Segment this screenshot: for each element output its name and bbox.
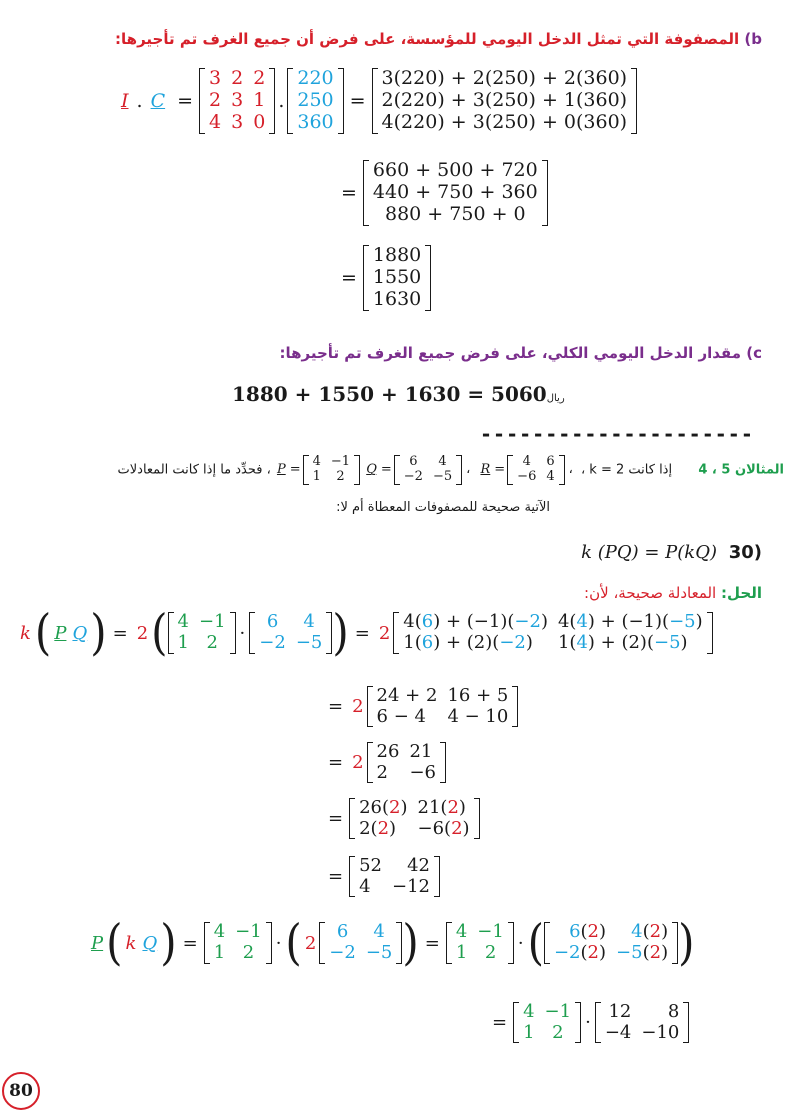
matrix-p: 4 −1 1 2	[513, 1002, 581, 1043]
product-step-3-equation: = 1880 1550 1630	[335, 245, 431, 311]
example-statement	[4, 455, 784, 485]
matrix-p: 4 −1 1 2	[303, 455, 360, 485]
page-number-badge	[2, 1072, 40, 1110]
matrix-p: 4 −1 1 2	[168, 612, 236, 653]
product-step-2-equation: = 660 + 500 + 720 440 + 750 + 360 880 + 750 + 0	[335, 160, 548, 226]
part-b-heading	[62, 30, 762, 48]
matrix-q-group: Q = 6 4 −2 −5 ،	[366, 454, 471, 484]
kq-result: 12 8 −4 −10	[595, 1002, 690, 1043]
matrix-c: 220 250 360	[287, 68, 343, 134]
matrix-i-symbol: I	[121, 89, 129, 112]
kpq-step-3-matrix: 26 21 2 −6	[367, 742, 446, 783]
part-b-marker: b)	[744, 30, 762, 48]
product-step-2	[363, 160, 548, 226]
product-row: 4(220) + 3(250) + 0(360)	[381, 110, 628, 133]
matrix-q: 6 4 −2 −5	[249, 612, 332, 653]
part-b-heading-text: المصفوفة التي تمثل الدخل اليومي للمؤسسة، على فرض أن جميع الغرف تم تأجيرها:	[115, 30, 740, 48]
total-income-equation	[232, 382, 565, 406]
kpq-step-1: k( P Q) = 2( 4 −1 1 2 · 6 4 −2 −5 ) = 2 4(6) + (−1)(−2) 4(4) + (−1)(−5) 1(6) + (2)(−2) 1(4) + (2)(−5)	[20, 612, 713, 654]
example-after-matrices: ، فحدِّد ما إذا كانت المعادلات	[117, 462, 271, 478]
part-c-heading	[62, 344, 762, 362]
kpq-step-4: = 26(2) 21(2) 2(2) −6(2)	[322, 798, 480, 839]
kpq-step-3: = 2 26 21 2 −6	[322, 742, 446, 783]
matrix-r: 4 6 −6 4	[507, 455, 564, 485]
kpq-result: = 52 42 4 −12	[322, 856, 440, 897]
part-c-marker: c)	[746, 344, 762, 362]
solution-heading	[584, 584, 762, 602]
section-divider: ---------------------	[480, 422, 754, 446]
part-c-heading-text: مقدار الدخل اليومي الكلي، على فرض جميع الغرف تم تأجيرها:	[279, 344, 741, 362]
kq-expanded: 6(2) 4(2) −2(2) −5(2)	[544, 922, 678, 963]
product-result	[363, 245, 431, 311]
product-row: 1880	[372, 244, 422, 266]
kpq-result-matrix: 52 42 4 −12	[349, 856, 440, 897]
product-row: 880 + 750 + 0	[385, 202, 526, 225]
product-row: 660 + 500 + 720	[372, 159, 538, 181]
product-row: 2(220) + 3(250) + 1(360)	[381, 88, 628, 111]
product-row: 1550	[372, 265, 422, 288]
example-label: المثالان 5 ، 4	[698, 462, 784, 478]
matrix-p: 4 −1 1 2	[446, 922, 514, 963]
given-matrices: R = 4 6 −6 4 ،	[480, 454, 573, 484]
matrix-q: 6 4 −2 −5	[394, 455, 462, 485]
question-30	[581, 542, 762, 563]
currency-unit: ريال	[546, 393, 565, 404]
product-row: 3(220) + 2(250) + 2(360)	[381, 67, 628, 89]
matrix-q: 6 4 −2 −5	[319, 922, 402, 963]
kpq-step-2-matrix: 24 + 2 16 + 5 6 − 4 4 − 10	[367, 686, 519, 727]
matrix-p: 4 −1 1 2	[204, 922, 272, 963]
example-line-2: الآتية صحيحة للمصفوفات المعطاة أم لا:	[336, 500, 550, 515]
matrix-i: 3 2 2 2 3 1 4 3 0	[199, 68, 275, 134]
matrix-p-group: P = 4 −1 1 2	[275, 455, 360, 485]
solution-text: المعادلة صحيحة، لأن:	[584, 584, 717, 602]
question-number: 30)	[728, 542, 762, 563]
kpq-step-4-matrix: 26(2) 21(2) 2(2) −6(2)	[349, 798, 479, 839]
product-step-1	[372, 68, 638, 134]
total-sum: 1880 + 1550 + 1630 = 5060	[232, 382, 547, 406]
matrix-product-equation: I . C = 3 2 2 2 3 1 4 3 0 . 220 250 360 = 3(220) + 2(250) + 2(360) 2(220) + 3(250) + 1(360) 4(220) + 3(250) + 0(360)	[115, 68, 637, 134]
example-intro: إذا كانت k = 2 ،	[580, 462, 673, 478]
solution-label: الحل:	[721, 584, 762, 602]
pq-expanded: 4(6) + (−1)(−2) 4(4) + (−1)(−5) 1(6) + (2)(−2) 1(4) + (2)(−5)	[393, 612, 712, 653]
pkq-step-2: = 4 −1 1 2 · 12 8 −4 −10	[486, 1002, 689, 1043]
page-number: 80	[9, 1081, 33, 1101]
matrix-c-symbol: C	[150, 89, 166, 112]
product-row: 1630	[372, 287, 422, 310]
kpq-step-2: = 2 24 + 2 16 + 5 6 − 4 4 − 10	[322, 686, 518, 727]
product-row: 440 + 750 + 360	[372, 180, 538, 203]
pkq-step-1: P( k Q) = 4 −1 1 2 ·( 2 6 4 −2 −5 ) = 4 −1 1 2 ·( 6(2) 4(2) −2(2) −5(2) )	[91, 914, 695, 971]
question-statement: k (PQ) = P(kQ)	[581, 542, 717, 563]
